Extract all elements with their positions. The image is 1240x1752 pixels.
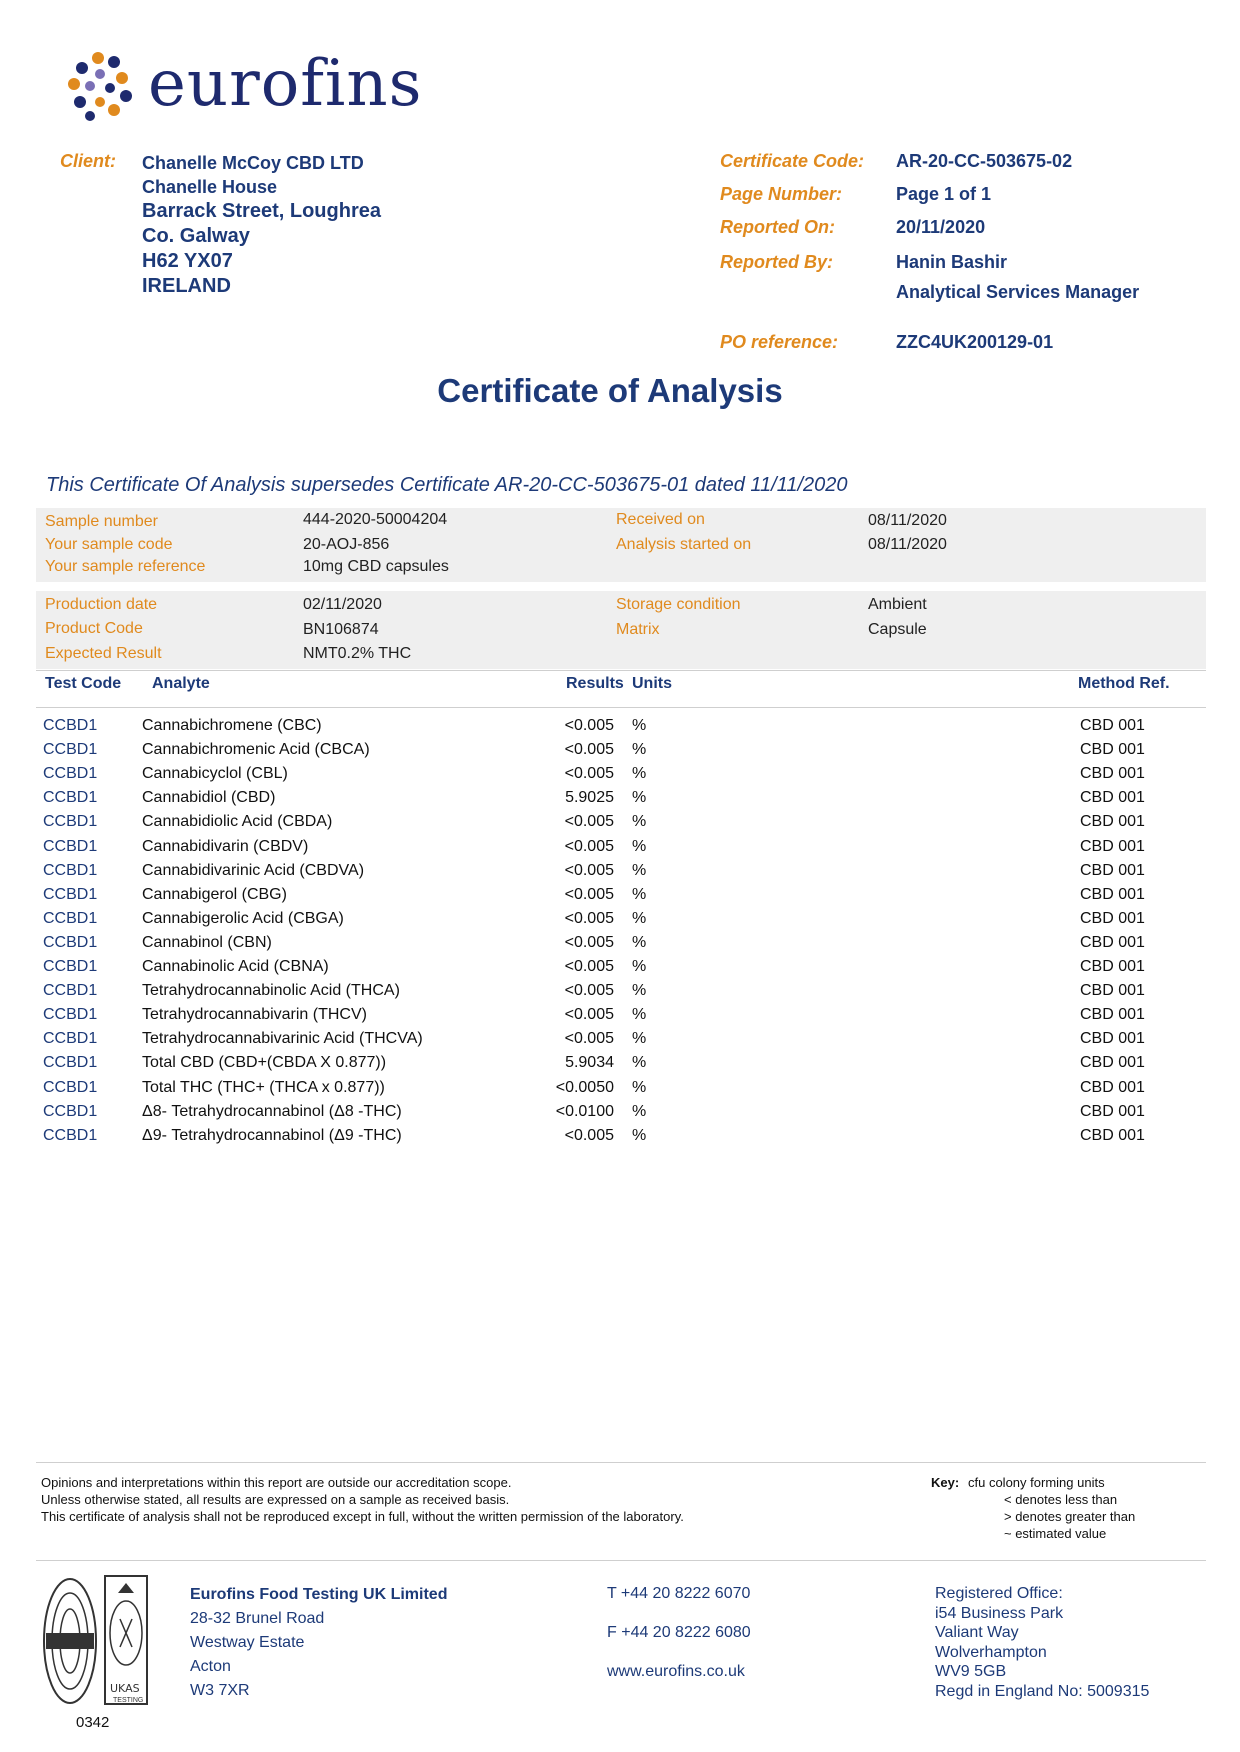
method-ref-cell: CBD 001 bbox=[1080, 789, 1145, 807]
disclaimer-line: This certificate of analysis shall not be reproduced except in full, without the written permission of the laboratory. bbox=[41, 1509, 684, 1524]
analysis-started-label: Analysis started on bbox=[616, 536, 752, 553]
sample-number-label: Sample number bbox=[45, 513, 158, 530]
key-item: cfu colony forming units bbox=[968, 1475, 1105, 1490]
method-ref-cell: CBD 001 bbox=[1080, 885, 1145, 903]
footer-registered-office bbox=[935, 1584, 1149, 1702]
test-code-cell: CCBD1 bbox=[43, 1102, 98, 1120]
analyte-cell: Tetrahydrocannabivarinic Acid (THCVA) bbox=[142, 1030, 423, 1048]
client-line: H62 YX07 bbox=[142, 250, 233, 272]
unit-cell: % bbox=[632, 813, 647, 831]
footer-top-rule bbox=[36, 1462, 1206, 1463]
method-ref-cell: CBD 001 bbox=[1080, 933, 1145, 951]
analyte-cell: Total THC (THC+ (THCA x 0.877)) bbox=[142, 1078, 385, 1096]
ukas-subtext: TESTING bbox=[113, 1697, 144, 1704]
test-code-cell: CCBD1 bbox=[43, 1054, 98, 1072]
method-ref-cell: CBD 001 bbox=[1080, 1030, 1145, 1048]
test-code-cell: CCBD1 bbox=[43, 1030, 98, 1048]
unit-cell: % bbox=[632, 909, 647, 927]
unit-cell: % bbox=[632, 958, 647, 975]
client-address bbox=[142, 151, 381, 299]
unit-cell: % bbox=[632, 861, 647, 879]
result-cell: <0.005 bbox=[564, 813, 614, 831]
disclaimer bbox=[41, 1474, 684, 1525]
reported-by-role: Analytical Services Manager bbox=[896, 282, 1140, 302]
test-code-cell: CCBD1 bbox=[43, 717, 98, 734]
analyte-cell: Total CBD (CBD+(CBDA X 0.877)) bbox=[142, 1054, 387, 1072]
client-line: Co. Galway bbox=[142, 225, 250, 247]
result-cell: <0.005 bbox=[564, 958, 614, 975]
key-label: Key: bbox=[931, 1475, 960, 1490]
table-row bbox=[0, 910, 1240, 934]
method-ref-cell: CBD 001 bbox=[1080, 1006, 1145, 1024]
storage-condition-label: Storage condition bbox=[616, 596, 741, 613]
table-row bbox=[0, 717, 1240, 741]
result-cell: <0.005 bbox=[564, 885, 614, 903]
registered-office-line: WV9 5GB bbox=[935, 1663, 1007, 1681]
footer-fax: F +44 20 8222 6080 bbox=[607, 1624, 751, 1641]
analyte-cell: Cannabichromenic Acid (CBCA) bbox=[142, 741, 370, 759]
result-cell: <0.0100 bbox=[555, 1102, 614, 1120]
method-ref-cell: CBD 001 bbox=[1080, 741, 1145, 759]
page-title: Certificate of Analysis bbox=[437, 372, 783, 409]
reported-by-label: Reported By: bbox=[720, 252, 834, 272]
unit-cell: % bbox=[632, 933, 647, 951]
method-ref-cell: CBD 001 bbox=[1080, 765, 1145, 783]
method-ref-cell: CBD 001 bbox=[1080, 837, 1145, 855]
result-cell: <0.005 bbox=[564, 982, 614, 1000]
test-code-cell: CCBD1 bbox=[43, 885, 98, 903]
table-row bbox=[0, 1079, 1240, 1103]
expected-result-value: NMT0.2% THC bbox=[303, 645, 412, 662]
table-row bbox=[0, 1127, 1240, 1151]
registered-office-line: Registered Office: bbox=[935, 1585, 1063, 1602]
expected-result-label: Expected Result bbox=[45, 645, 162, 662]
col-header-method: Method Ref. bbox=[1078, 675, 1170, 692]
result-cell: <0.005 bbox=[564, 933, 614, 951]
supersedes-notice: This Certificate Of Analysis supersedes Certificate AR-20-CC-503675-01 dated 11/11/2020 bbox=[46, 474, 848, 496]
table-row bbox=[0, 1030, 1240, 1054]
client-line: Chanelle McCoy CBD LTD bbox=[142, 153, 364, 173]
test-code-cell: CCBD1 bbox=[43, 982, 98, 1000]
received-on-value: 08/11/2020 bbox=[868, 512, 947, 529]
footer-address-line: Acton bbox=[190, 1658, 231, 1675]
analyte-cell: Tetrahydrocannabinolic Acid (THCA) bbox=[142, 982, 400, 1000]
ukas-text: UKAS bbox=[110, 1682, 140, 1695]
test-code-cell: CCBD1 bbox=[43, 741, 98, 759]
reported-on-value: 20/11/2020 bbox=[896, 217, 986, 237]
reported-on-label: Reported On: bbox=[720, 217, 835, 237]
analyte-cell: Δ9- Tetrahydrocannabinol (Δ9 -THC) bbox=[142, 1126, 402, 1144]
method-ref-cell: CBD 001 bbox=[1080, 1102, 1145, 1120]
table-row bbox=[0, 789, 1240, 813]
analyte-cell: Cannabinolic Acid (CBNA) bbox=[142, 958, 329, 975]
client-line: Chanelle House bbox=[142, 177, 278, 197]
unit-cell: % bbox=[632, 1054, 647, 1072]
col-header-results: Results bbox=[566, 675, 624, 692]
table-row bbox=[0, 1103, 1240, 1127]
method-ref-cell: CBD 001 bbox=[1080, 1078, 1145, 1096]
table-row bbox=[0, 862, 1240, 886]
footer-address-line: Westway Estate bbox=[190, 1634, 305, 1651]
result-cell: <0.005 bbox=[564, 741, 614, 759]
test-code-cell: CCBD1 bbox=[43, 765, 98, 783]
sample-reference-value: 10mg CBD capsules bbox=[303, 558, 449, 575]
unit-cell: % bbox=[632, 837, 647, 855]
certificate-code-value: AR-20-CC-503675-02 bbox=[896, 151, 1073, 171]
po-reference-label: PO reference: bbox=[720, 332, 839, 352]
result-cell: <0.005 bbox=[564, 861, 614, 879]
unit-cell: % bbox=[632, 765, 647, 783]
result-cell: 5.9034 bbox=[565, 1054, 614, 1072]
test-code-cell: CCBD1 bbox=[43, 1126, 98, 1144]
method-ref-cell: CBD 001 bbox=[1080, 717, 1145, 734]
analyte-cell: Cannabidivarin (CBDV) bbox=[142, 837, 309, 855]
unit-cell: % bbox=[632, 1030, 647, 1048]
footer-address-line: W3 7XR bbox=[190, 1682, 250, 1699]
registered-office-line: Wolverhampton bbox=[935, 1643, 1047, 1661]
result-cell: <0.005 bbox=[564, 837, 614, 855]
unit-cell: % bbox=[632, 717, 647, 734]
method-ref-cell: CBD 001 bbox=[1080, 958, 1145, 975]
unit-cell: % bbox=[632, 1006, 647, 1024]
disclaimer-line: Opinions and interpretations within this report are outside our accreditation scope. bbox=[41, 1475, 512, 1490]
method-ref-cell: CBD 001 bbox=[1080, 982, 1145, 1000]
accreditation-number: 0342 bbox=[76, 1714, 110, 1731]
result-cell: <0.005 bbox=[564, 909, 614, 927]
unit-cell: % bbox=[632, 1126, 647, 1144]
analyte-cell: Cannabinol (CBN) bbox=[142, 933, 272, 951]
analyte-cell: Cannabidivarinic Acid (CBDVA) bbox=[142, 861, 365, 879]
table-row bbox=[0, 886, 1240, 910]
test-code-cell: CCBD1 bbox=[43, 837, 98, 855]
po-reference-value: ZZC4UK200129-01 bbox=[896, 332, 1054, 352]
unit-cell: % bbox=[632, 982, 647, 1000]
client-label: Client: bbox=[60, 151, 116, 171]
analyte-cell: Cannabidiolic Acid (CBDA) bbox=[142, 813, 333, 831]
matrix-value: Capsule bbox=[868, 621, 927, 638]
storage-condition-value: Ambient bbox=[868, 596, 927, 613]
key-item: ~ estimated value bbox=[1004, 1526, 1107, 1541]
test-code-cell: CCBD1 bbox=[43, 909, 98, 927]
brand-wordmark: eurofins bbox=[148, 47, 423, 121]
table-row bbox=[0, 765, 1240, 789]
table-row bbox=[0, 741, 1240, 765]
disclaimer-line: Unless otherwise stated, all results are expressed on a sample as received basis. bbox=[41, 1492, 510, 1507]
matrix-label: Matrix bbox=[616, 621, 660, 638]
sample-code-label: Your sample code bbox=[45, 536, 173, 553]
test-code-cell: CCBD1 bbox=[43, 958, 98, 975]
test-code-cell: CCBD1 bbox=[43, 789, 98, 807]
table-row bbox=[0, 1006, 1240, 1030]
test-code-cell: CCBD1 bbox=[43, 1006, 98, 1024]
registered-office-line: Valiant Way bbox=[935, 1624, 1019, 1642]
footer-website-link[interactable]: www.eurofins.co.uk bbox=[607, 1663, 745, 1680]
footer-company-name: Eurofins Food Testing UK Limited bbox=[190, 1586, 448, 1603]
col-header-test-code: Test Code bbox=[45, 675, 122, 692]
method-ref-cell: CBD 001 bbox=[1080, 1126, 1145, 1144]
result-cell: <0.005 bbox=[564, 1126, 614, 1144]
production-date-value: 02/11/2020 bbox=[303, 596, 382, 613]
registered-office-line: i54 Business Park bbox=[935, 1604, 1064, 1622]
sample-number-value: 444-2020-50004204 bbox=[303, 511, 448, 528]
result-cell: <0.0050 bbox=[555, 1078, 614, 1096]
analyte-cell: Δ8- Tetrahydrocannabinol (Δ8 -THC) bbox=[142, 1102, 402, 1120]
table-row bbox=[0, 982, 1240, 1006]
registered-office-line: Regd in England No: 5009315 bbox=[935, 1682, 1150, 1700]
method-ref-cell: CBD 001 bbox=[1080, 813, 1145, 831]
product-code-value: BN106874 bbox=[303, 621, 379, 638]
method-ref-cell: CBD 001 bbox=[1080, 909, 1145, 927]
table-row bbox=[0, 958, 1240, 982]
result-cell: <0.005 bbox=[564, 1006, 614, 1024]
key-item: < denotes less than bbox=[1004, 1492, 1118, 1507]
sample-reference-label: Your sample reference bbox=[45, 558, 206, 575]
method-ref-cell: CBD 001 bbox=[1080, 1054, 1145, 1072]
analyte-cell: Cannabigerol (CBG) bbox=[142, 885, 287, 903]
unit-cell: % bbox=[632, 741, 647, 759]
analyte-cell: Tetrahydrocannabivarin (THCV) bbox=[142, 1006, 367, 1024]
analyte-cell: Cannabigerolic Acid (CBGA) bbox=[142, 909, 344, 927]
accreditation-seal-icon bbox=[42, 1575, 98, 1707]
received-on-label: Received on bbox=[616, 511, 705, 528]
certificate-code-label: Certificate Code: bbox=[720, 151, 865, 171]
test-code-cell: CCBD1 bbox=[43, 1078, 98, 1096]
page-number-value: Page 1 of 1 bbox=[896, 184, 992, 204]
analysis-started-value: 08/11/2020 bbox=[868, 536, 947, 553]
unit-cell: % bbox=[632, 1078, 647, 1096]
eurofins-logo-mark-icon bbox=[64, 50, 136, 122]
table-row bbox=[0, 838, 1240, 862]
analyte-cell: Cannabicyclol (CBL) bbox=[142, 765, 288, 783]
reported-by-value: Hanin Bashir bbox=[896, 252, 1008, 272]
table-header-top-rule bbox=[36, 670, 1206, 671]
footer-address-line: 28-32 Brunel Road bbox=[190, 1610, 325, 1627]
test-code-cell: CCBD1 bbox=[43, 861, 98, 879]
analyte-cell: Cannabidiol (CBD) bbox=[142, 789, 276, 807]
method-ref-cell: CBD 001 bbox=[1080, 861, 1145, 879]
product-code-label: Product Code bbox=[45, 620, 143, 637]
col-header-units: Units bbox=[632, 675, 672, 692]
result-cell: <0.005 bbox=[564, 765, 614, 783]
footer-address bbox=[190, 1607, 324, 1703]
unit-cell: % bbox=[632, 885, 647, 903]
unit-cell: % bbox=[632, 1102, 647, 1120]
test-code-cell: CCBD1 bbox=[43, 813, 98, 831]
client-line: IRELAND bbox=[142, 275, 231, 297]
production-date-label: Production date bbox=[45, 596, 158, 613]
sample-code-value: 20-AOJ-856 bbox=[303, 536, 390, 553]
client-line: Barrack Street, Loughrea bbox=[142, 200, 381, 222]
table-row bbox=[0, 934, 1240, 958]
footer-phone: T +44 20 8222 6070 bbox=[607, 1585, 751, 1602]
table-header-bottom-rule bbox=[36, 707, 1206, 708]
col-header-analyte: Analyte bbox=[152, 675, 210, 692]
table-row bbox=[0, 1054, 1240, 1078]
result-cell: <0.005 bbox=[564, 717, 614, 734]
unit-cell: % bbox=[632, 789, 647, 807]
result-cell: <0.005 bbox=[564, 1030, 614, 1048]
table-row bbox=[0, 813, 1240, 837]
result-cell: 5.9025 bbox=[565, 789, 614, 807]
page-number-label: Page Number: bbox=[720, 184, 843, 204]
key-item: > denotes greater than bbox=[1004, 1509, 1136, 1524]
footer-mid-rule bbox=[36, 1560, 1206, 1561]
test-code-cell: CCBD1 bbox=[43, 933, 98, 951]
analyte-cell: Cannabichromene (CBC) bbox=[142, 717, 322, 734]
